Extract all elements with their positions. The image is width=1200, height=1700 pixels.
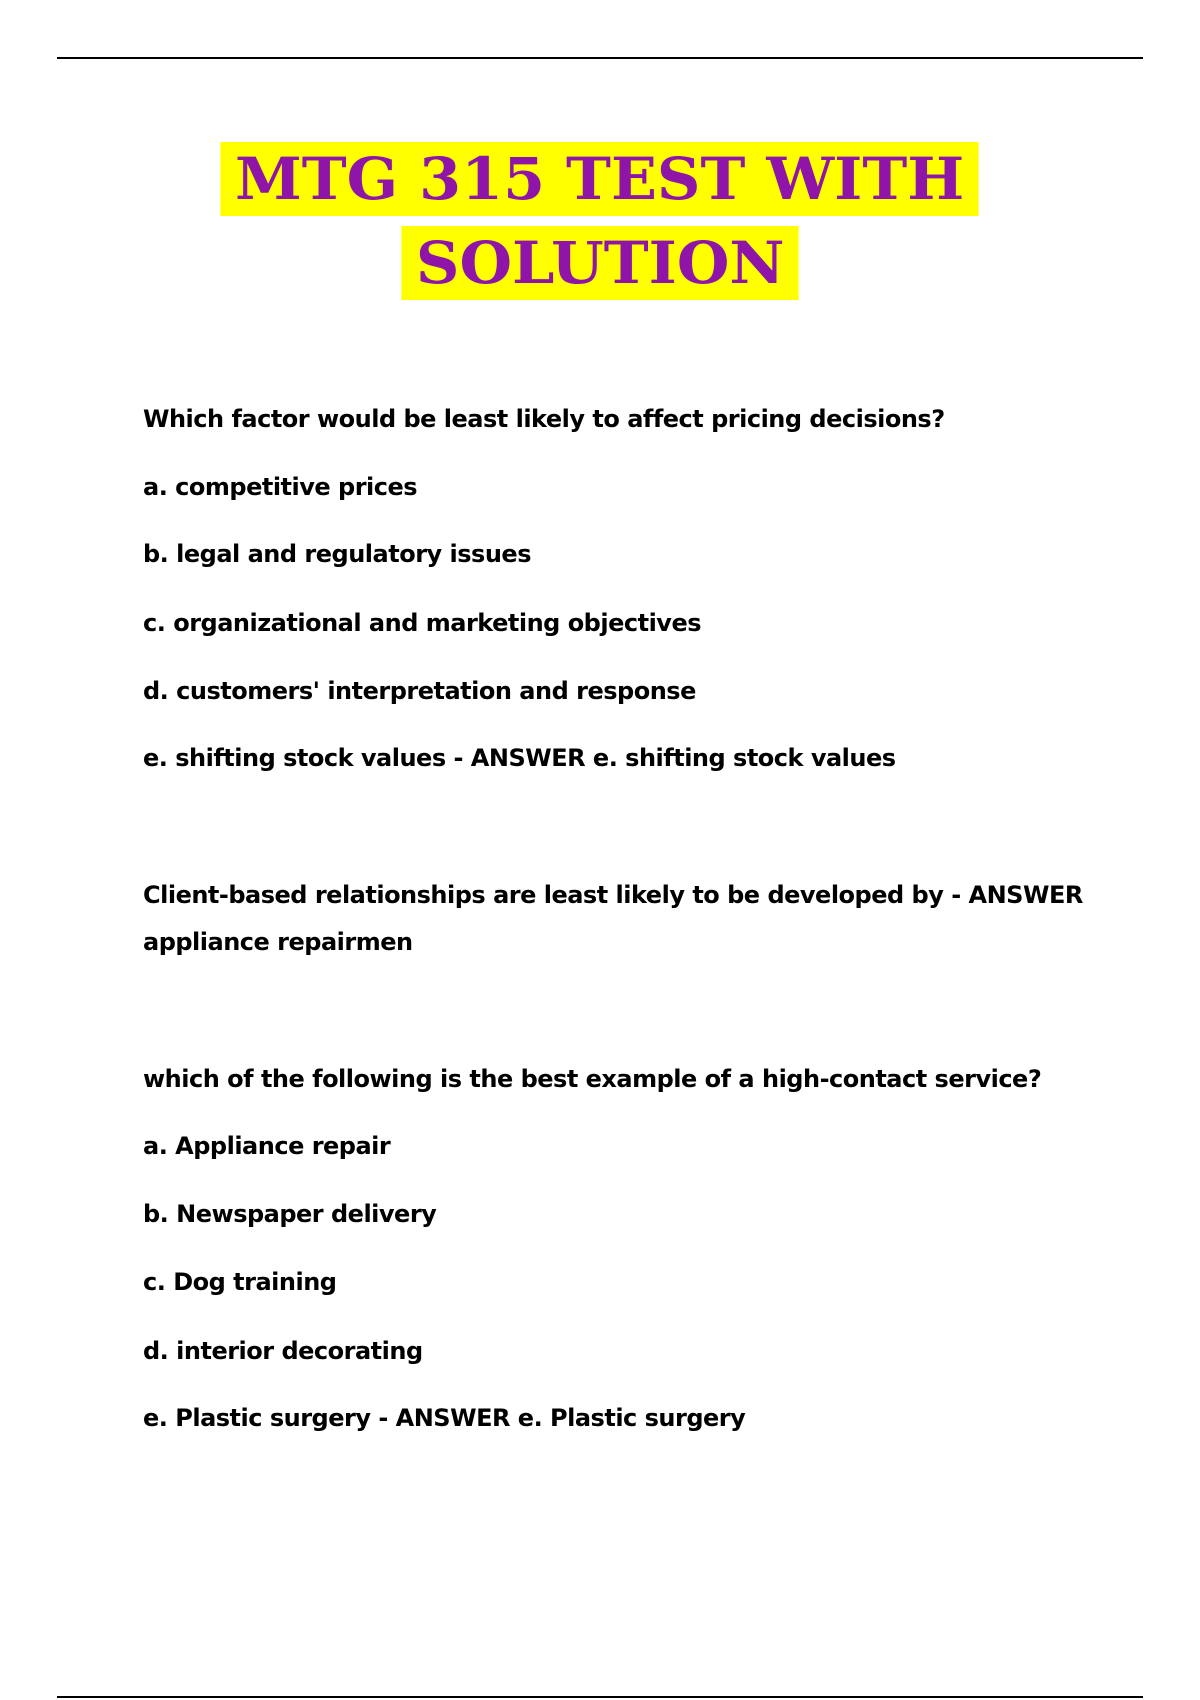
question-1-prompt: Which factor would be least likely to affect pricing decisions? xyxy=(143,405,945,433)
question-1-option-d: d. customers' interpretation and response xyxy=(143,677,696,705)
question-3-prompt: which of the following is the best example of a high-contact service? xyxy=(143,1065,1042,1093)
question-3-option-e: e. Plastic surgery - ANSWER e. Plastic surgery xyxy=(143,1404,746,1432)
question-3-option-d: d. interior decorating xyxy=(143,1337,423,1365)
question-3-option-c: c. Dog training xyxy=(143,1268,337,1296)
question-1-option-a: a. competitive prices xyxy=(143,473,418,501)
question-2-prompt-line-2: appliance repairmen xyxy=(143,928,413,956)
question-3-option-b: b. Newspaper delivery xyxy=(143,1200,437,1228)
footer-rule xyxy=(57,1696,1143,1698)
title-text-2: SOLUTION xyxy=(401,226,799,300)
document-title xyxy=(0,142,1200,300)
header-rule xyxy=(57,57,1143,59)
question-1-option-c: c. organizational and marketing objectives xyxy=(143,609,701,637)
title-line-1 xyxy=(0,142,1200,216)
question-2-prompt-line-1: Client-based relationships are least likely to be developed by - ANSWER xyxy=(143,881,1083,909)
title-line-2 xyxy=(0,226,1200,300)
question-1-option-e: e. shifting stock values - ANSWER e. shifting stock values xyxy=(143,744,896,772)
question-3-option-a: a. Appliance repair xyxy=(143,1132,391,1160)
question-1-option-b: b. legal and regulatory issues xyxy=(143,540,531,568)
title-text-1: MTG 315 TEST WITH xyxy=(221,142,979,216)
